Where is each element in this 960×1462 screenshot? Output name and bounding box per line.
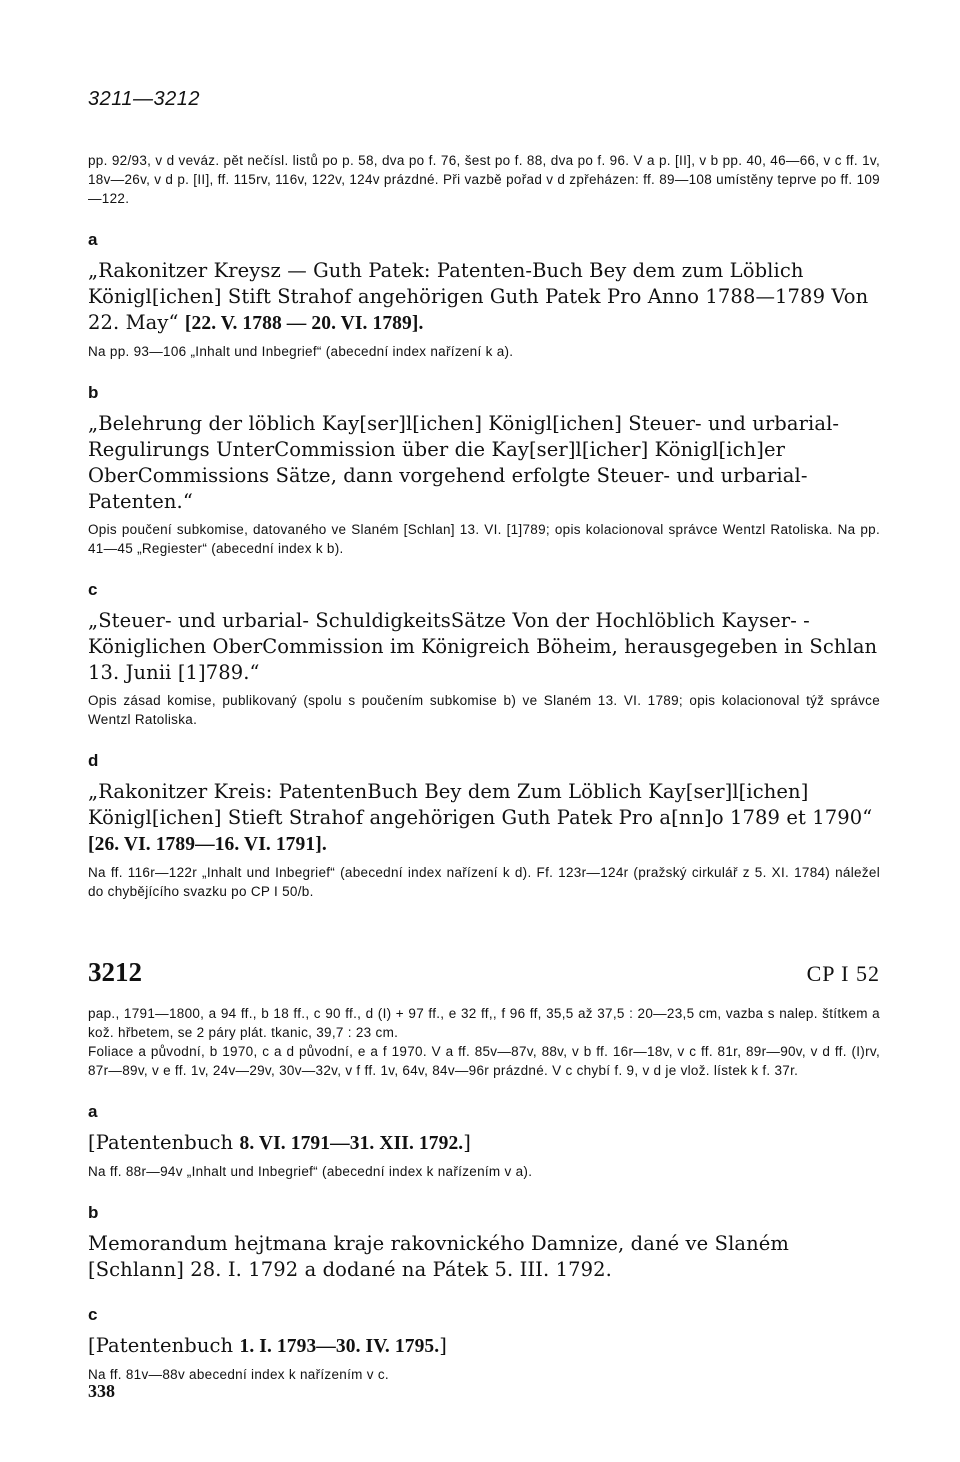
section-letter-a: a: [88, 230, 98, 249]
entry-a-note: Na ff. 88r—94v „Inhalt und Inbegrief“ (abecední index k nařízením v a).: [88, 1164, 533, 1179]
section-a-date: [22. V. 1788 — 20. VI. 1789].: [184, 313, 424, 334]
section-letter-c: c: [88, 580, 98, 599]
section-a-title: [88, 258, 880, 337]
entry-header: [88, 957, 880, 988]
entry-a-title-open: [Patentenbuch: [88, 1131, 240, 1154]
entry-a-title-close: ]: [463, 1131, 471, 1154]
entry-foliation: Foliace a původní, b 1970, c a d původní, e a f 1970. V a ff. 85v—87v, 88v, v b ff. 16r—18v, v c ff. 81r, 89r—90v, v d ff. (I)rv, 87r—89v, v e ff. 1v, 24v—29v, 30v—32v, v f ff. 1v, 64v, 84v—96r prázdné. V c chybí f. 9, v d je vlož. lístek k f. 37r.: [88, 1044, 880, 1078]
page-number: 338: [88, 1381, 115, 1401]
entry-c-date: 1. I. 1793—30. IV. 1795.: [239, 1336, 440, 1357]
section-d-title-text: „Rakonitzer Kreis: PatentenBuch Bey dem Zum Löblich Kay[ser]l[ichen] Königl[ichen] Stieft Strahof angehörigen Guth Patek Pro a[nn]o 1789 et 1790“: [88, 780, 873, 829]
entry-signature: CP I 52: [806, 961, 880, 986]
section-c-title: „Steuer- und urbarial- SchuldigkeitsSätze Von der Hochlöblich Kayser- -Königlichen OberCommission im Königreich Böheim, herausgegeben in Schlan 13. Junii [1]789.“: [88, 609, 878, 684]
entry-letter-a: a: [88, 1102, 98, 1121]
section-b-title: „Belehrung der löblich Kay[ser]l[ichen] Königl[ichen] Steuer- und urbarial-Regulirungs UnterCommission über die Kay[ser]l[icher] Königl[ich]er OberCommissions Sätze, dann vorgehend erfolgte Steuer- und urbarial- Patenten.“: [88, 412, 840, 513]
entry-letter-c: c: [88, 1305, 98, 1324]
entry-a-date: 8. VI. 1791—31. XII. 1792.: [239, 1133, 464, 1154]
section-letter-b: b: [88, 383, 99, 402]
section-d-note: Na ff. 116r—122r „Inhalt und Inbegrief“ (abecední index nařízení k d). Ff. 123r—124r (pražský cirkulář z 5. XI. 1784) náležel do chybějícího svazku po CP I 50/b.: [88, 865, 880, 899]
entry-b-title: Memorandum hejtmana kraje rakovnického Damnize, dané ve Slaném [Schlann] 28. I. 1792 a dodané na Pátek 5. III. 1792.: [88, 1232, 790, 1281]
entry-number: 3212: [88, 957, 142, 987]
running-head: 3211—3212: [88, 88, 200, 110]
entry-c-title-close: ]: [439, 1334, 447, 1357]
section-a-title-text: „Rakonitzer Kreysz — Guth Patek: Patenten-Buch Bey dem zum Löblich Königl[ichen] Stift Strahof angehörigen Guth Patek Pro Anno 1788—1789 Von 22. May“: [88, 259, 869, 334]
entry-description: pap., 1791—1800, a 94 ff., b 18 ff., c 90 ff., d (I) + 97 ff., e 32 ff,, f 96 ff, 35,5 až 37,5 : 20—23,5 cm, vazba s nalep. štítkem a kož. hřbetem, se 2 páry plát. tkanic, 39,7 : 23 cm.: [88, 1006, 880, 1040]
entry-c-title: [88, 1333, 880, 1360]
section-c-note: Opis zásad komise, publikovaný (spolu s poučením subkomise b) ve Slaném 13. VI. 1789; opis kolacionoval týž správce Wentzl Ratoliska.: [88, 693, 880, 727]
entry-c-note: Na ff. 81v—88v abecední index k nařízením v c.: [88, 1367, 389, 1382]
section-letter-d: d: [88, 751, 99, 770]
entry-letter-b: b: [88, 1203, 99, 1222]
document-page: [88, 88, 880, 1384]
section-d-date: [26. VI. 1789—16. VI. 1791].: [88, 834, 327, 855]
entry-a-title: [88, 1130, 880, 1157]
entry-c-title-open: [Patentenbuch: [88, 1334, 240, 1357]
section-a-note: Na pp. 93—106 „Inhalt und Inbegrief“ (abecední index nařízení k a).: [88, 344, 514, 359]
section-b-note: Opis poučení subkomise, datovaného ve Slaném [Schlan] 13. VI. [1]789; opis kolacionoval správce Wentzl Ratoliska. Na pp. 41—45 „Regiester“ (abecední index k b).: [88, 522, 880, 556]
intro-paragraph: pp. 92/93, v d veváz. pět nečísl. listů po p. 58, dva po f. 76, šest po f. 88, dva po f. 96. V a p. [II], v b pp. 40, 46—66, v c ff. 1v, 18v—26v, v d p. [II], ff. 115rv, 116v, 122v, 124v prázdné. Při vazbě pořad v d zpřeházen: ff. 89—108 umístěny teprve po ff. 109—122.: [88, 153, 880, 206]
section-d-title: [88, 779, 880, 858]
